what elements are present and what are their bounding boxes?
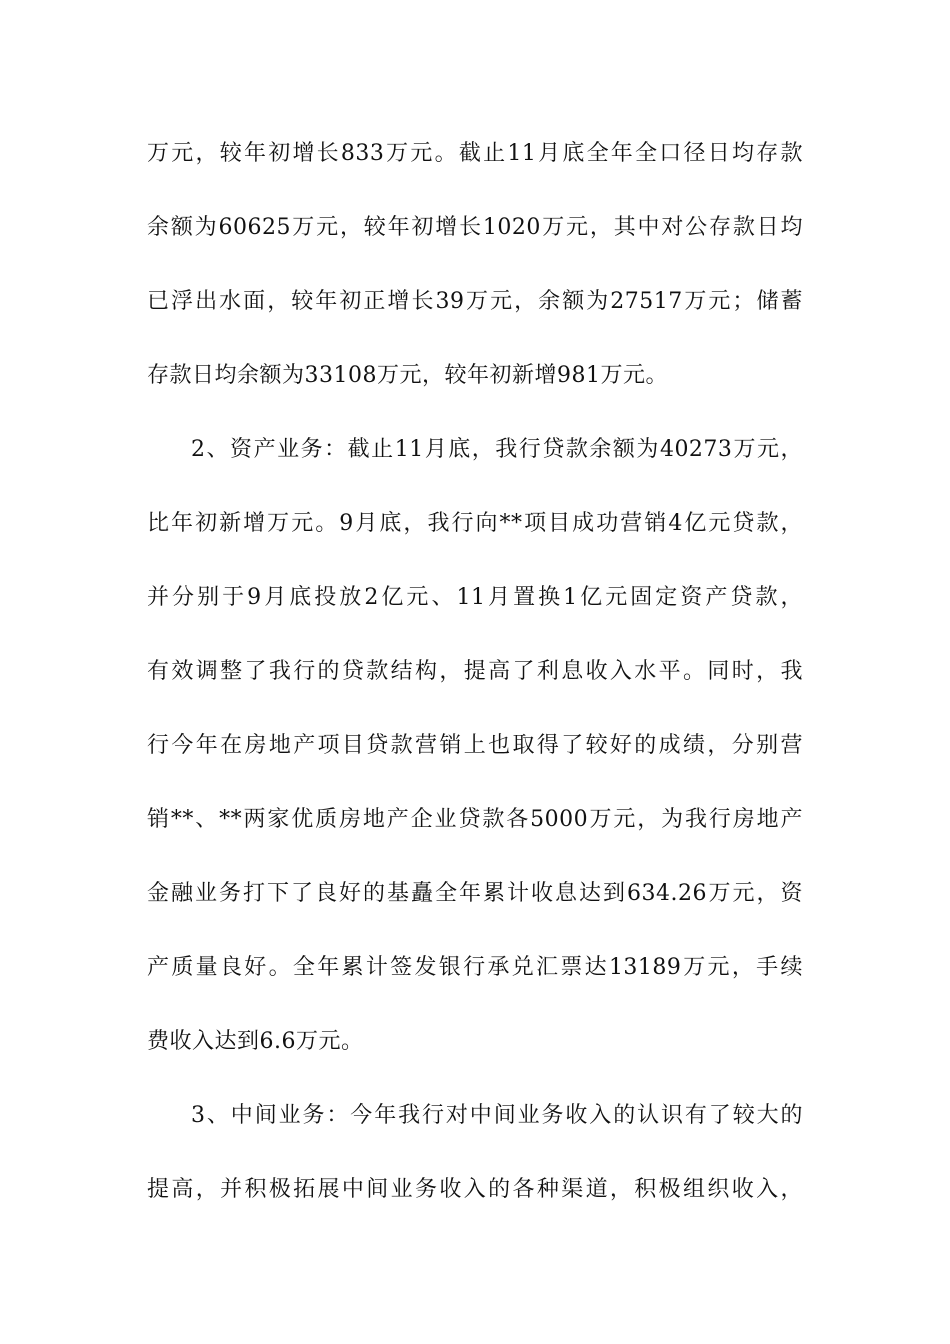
paragraph-line: 万元，较年初增长833万元。截止11月底全年全口径日均存款 [147,141,803,166]
paragraph-line: 已浮出水面，较年初正增长39万元，余额为27517万元；储蓄 [147,289,803,314]
paragraph-line: 存款日均余额为33108万元，较年初新增981万元。 [147,363,668,388]
paragraph-line: 有效调整了我行的贷款结构，提高了利息收入水平。同时，我 [147,659,803,684]
paragraph-line: 销**、**两家优质房地产企业贷款各5000万元，为我行房地产 [147,807,803,832]
paragraph-line: 提高，并积极拓展中间业务收入的各种渠道，积极组织收入， [147,1177,803,1202]
paragraph-line: 3、中间业务：今年我行对中间业务收入的认识有了较大的 [191,1103,803,1128]
paragraph-line: 金融业务打下了良好的基矗全年累计收息达到634.26万元，资 [147,881,803,906]
paragraph-line: 产质量良好。全年累计签发银行承兑汇票达13189万元，手续 [147,955,803,980]
paragraph-line: 费收入达到6.6万元。 [147,1029,364,1054]
paragraph-line: 2、资产业务：截止11月底，我行贷款余额为40273万元， [191,437,803,462]
paragraph-line: 余额为60625万元，较年初增长1020万元，其中对公存款日均 [147,215,803,240]
paragraph-line: 并分别于9月底投放2亿元、11月置换1亿元固定资产贷款， [147,585,803,610]
document-body [147,132,803,1242]
paragraph-line: 比年初新增万元。9月底，我行向**项目成功营销4亿元贷款， [147,511,803,536]
paragraph-line: 行今年在房地产项目贷款营销上也取得了较好的成绩，分别营 [147,733,803,758]
